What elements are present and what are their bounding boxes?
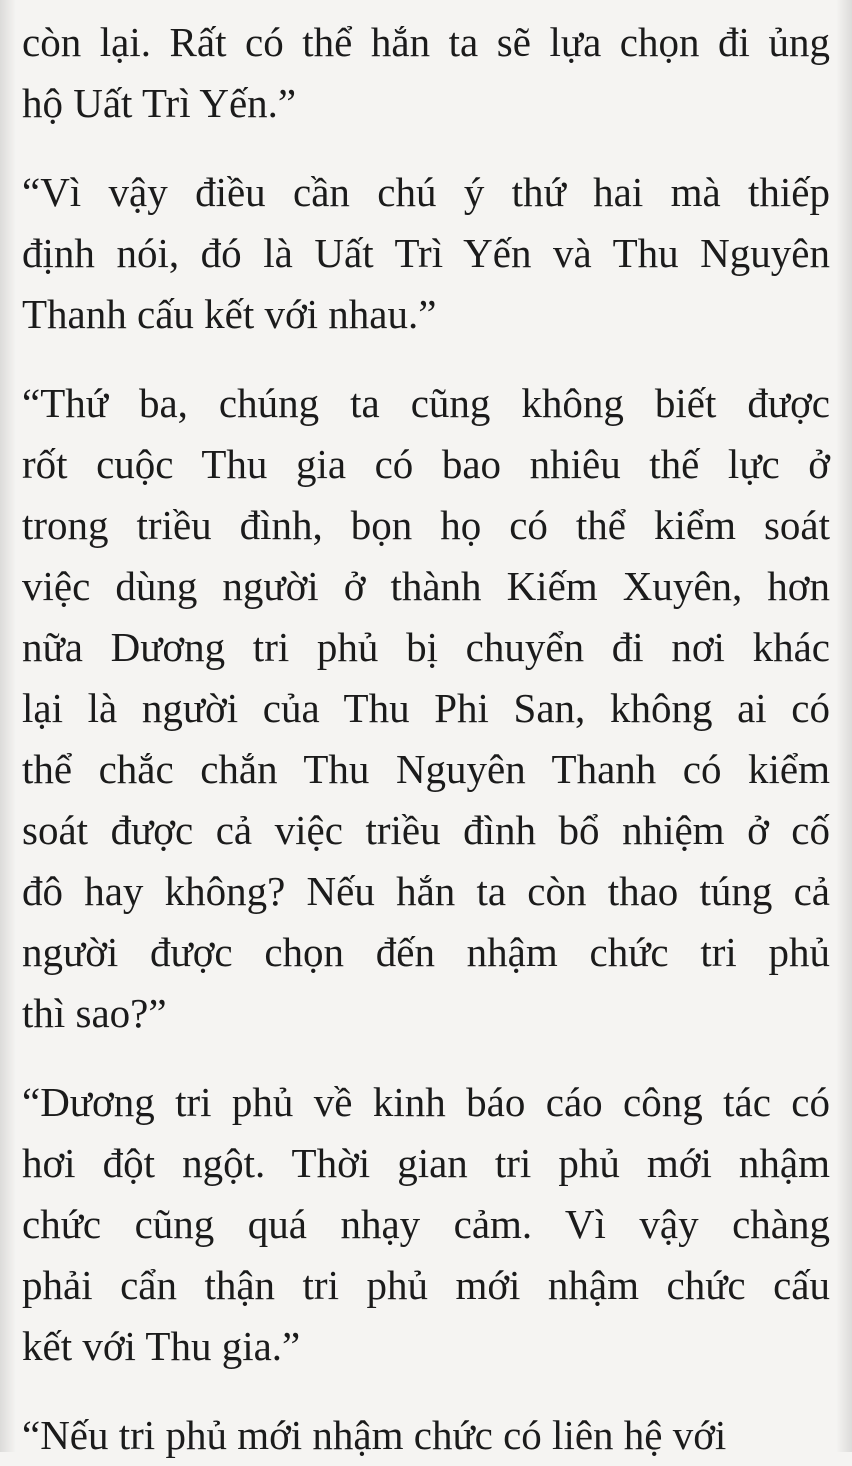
text-column (22, 12, 830, 1466)
text-line: rốt cuộc Thu gia có bao nhiêu thế lực ở (22, 441, 830, 487)
text-line: đô hay không? Nếu hắn ta còn thao túng cả (22, 868, 830, 914)
text-line: soát được cả việc triều đình bổ nhiệm ở cố (22, 807, 830, 853)
text-line: chức cũng quá nhạy cảm. Vì vậy chàng (22, 1201, 830, 1247)
text-line: trong triều đình, bọn họ có thể kiểm soát (22, 502, 830, 548)
text-line: “Vì vậy điều cần chú ý thứ hai mà thiếp (22, 169, 830, 215)
text-line: hộ Uất Trì Yến.” (22, 80, 297, 126)
text-line: “Nếu tri phủ mới nhậm chức có liên hệ với (22, 1412, 727, 1458)
paragraph (22, 162, 830, 345)
text-line: người được chọn đến nhậm chức tri phủ (22, 929, 830, 975)
text-line: nữa Dương tri phủ bị chuyển đi nơi khác (22, 624, 830, 670)
text-line: kết với Thu gia.” (22, 1323, 301, 1369)
text-line: thể chắc chắn Thu Nguyên Thanh có kiểm (22, 746, 830, 792)
text-line: việc dùng người ở thành Kiếm Xuyên, hơn (22, 563, 830, 609)
text-line: định nói, đó là Uất Trì Yến và Thu Nguyên (22, 230, 830, 276)
text-line: thì sao?” (22, 990, 167, 1036)
text-line: “Dương tri phủ về kinh báo cáo công tác có (22, 1079, 830, 1125)
text-line: “Thứ ba, chúng ta cũng không biết được (22, 380, 830, 426)
text-line: hơi đột ngột. Thời gian tri phủ mới nhậm (22, 1140, 830, 1186)
paragraph (22, 373, 830, 1044)
text-line: Thanh cấu kết với nhau.” (22, 291, 437, 337)
paragraph (22, 12, 830, 134)
text-line: phải cẩn thận tri phủ mới nhậm chức cấu (22, 1262, 830, 1308)
text-line: lại là người của Thu Phi San, không ai có (22, 685, 830, 731)
paragraph (22, 1072, 830, 1377)
text-line: còn lại. Rất có thể hắn ta sẽ lựa chọn đi ủng (22, 19, 830, 65)
paragraph (22, 1405, 830, 1466)
